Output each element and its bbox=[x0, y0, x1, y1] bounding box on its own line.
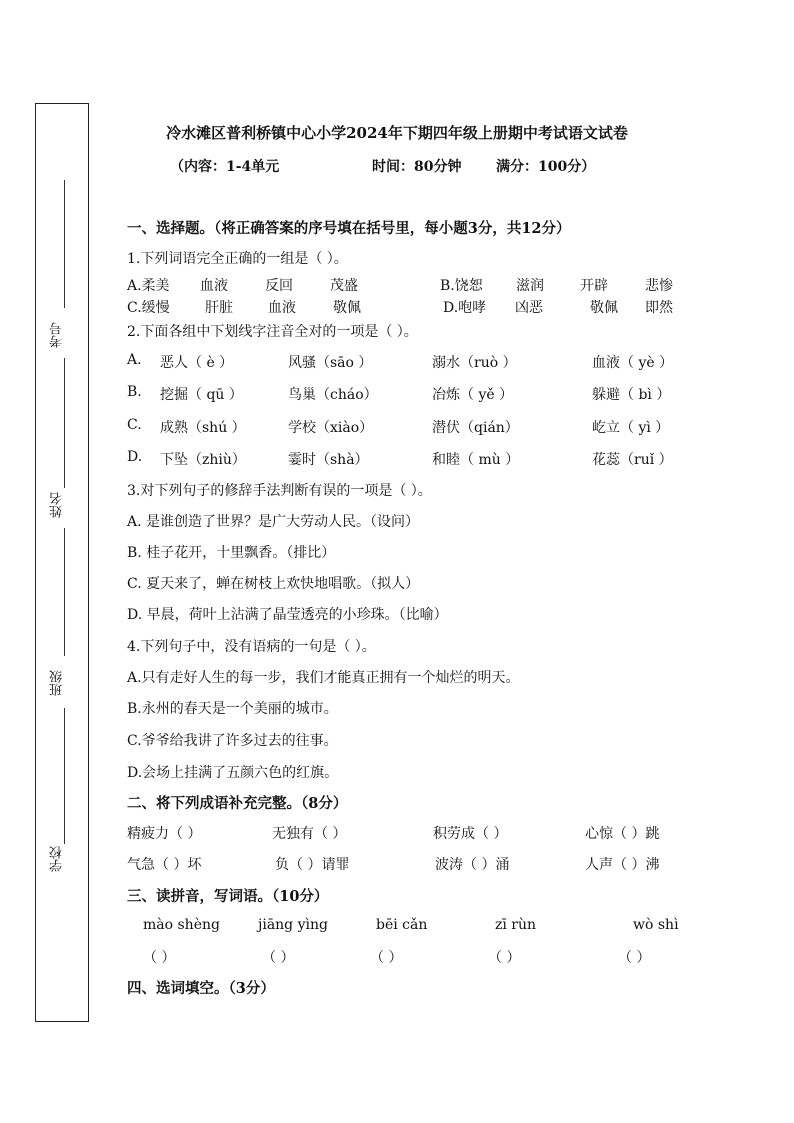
idiom-item: 精疲力（ ） bbox=[127, 826, 202, 842]
q1-option-c: C.缓慢 bbox=[127, 300, 170, 316]
q2-stem: 2.下面各组中下划线字注音全对的一项是（ ）。 bbox=[127, 324, 418, 340]
answer-blank[interactable]: （ ） bbox=[262, 950, 295, 966]
q4-option-a: A.只有走好人生的每一步，我们才能真正拥有一个灿烂的明天。 bbox=[127, 670, 520, 686]
answer-blank[interactable]: （ ） bbox=[370, 950, 403, 966]
header-score: 满分：100分） bbox=[496, 159, 596, 175]
q2-item: 霎时（shà） bbox=[288, 452, 369, 468]
q3-option-d: D. 早晨，荷叶上沾满了晶莹透亮的小珍珠。（比喻） bbox=[127, 607, 448, 623]
q2-item: 溺水（ruò ） bbox=[432, 355, 517, 371]
section4-heading: 四、选词填空。（3分） bbox=[127, 980, 275, 997]
section3-heading: 三、读拼音，写词语。（10分） bbox=[127, 888, 329, 905]
q2-item: 和睦（ mù ） bbox=[432, 452, 520, 468]
q2-item: 潜伏（qián） bbox=[432, 420, 519, 436]
q1-option-a: A.柔美 bbox=[127, 278, 170, 294]
idiom-item: 积劳成（ ） bbox=[433, 826, 508, 842]
q2-option-label: D. bbox=[127, 449, 143, 465]
q3-option-c: C. 夏天来了，蝉在树枝上欢快地唱歌。（拟人） bbox=[127, 576, 420, 592]
q4-option-c: C.爷爷给我讲了许多过去的往事。 bbox=[127, 733, 338, 749]
q4-option-b: B.永州的春天是一个美丽的城市。 bbox=[127, 701, 338, 717]
xingming-label: 姓名 bbox=[50, 492, 65, 518]
q2-item: 冶炼（ yě ） bbox=[432, 387, 514, 403]
q2-item: 屹立（ yì ） bbox=[592, 420, 670, 436]
q2-item: 花蕊（ruǐ ） bbox=[592, 452, 673, 468]
q1-b-word: 悲惨 bbox=[645, 278, 673, 294]
q1-d-word: 敬佩 bbox=[590, 300, 618, 316]
q1-a-word: 茂盛 bbox=[330, 278, 358, 294]
q4-stem: 4.下列句子中，没有语病的一句是（ ）。 bbox=[127, 639, 376, 655]
q1-option-d: D.咆哮 bbox=[443, 300, 487, 316]
q2-option-label: B. bbox=[127, 384, 142, 400]
xuexiao-line bbox=[64, 708, 65, 844]
banji-label: 班级 bbox=[50, 670, 65, 696]
answer-blank[interactable]: （ ） bbox=[618, 950, 651, 966]
q3-option-b: B. 桂子花开，十里飘香。（排比） bbox=[127, 545, 336, 561]
pinyin-prompt: mào shèng bbox=[143, 917, 220, 933]
binding-margin bbox=[35, 103, 89, 1022]
xuexiao-label: 学校 bbox=[50, 846, 65, 872]
section2-heading: 二、将下列成语补充完整。（8分） bbox=[127, 795, 348, 812]
q1-b-word: 开辟 bbox=[580, 278, 608, 294]
q2-item: 鸟巢（cháo） bbox=[288, 387, 378, 403]
idiom-item: 人声（ ）沸 bbox=[585, 857, 660, 873]
q3-stem: 3.对下列句子的修辞手法判断有误的一项是（ ）。 bbox=[127, 483, 432, 499]
header-content: （内容：1-4单元 bbox=[170, 159, 280, 175]
q2-option-label: A. bbox=[127, 352, 142, 368]
q1-d-word: 即然 bbox=[645, 300, 673, 316]
idiom-item: 无独有（ ） bbox=[272, 826, 347, 842]
q1-d-word: 凶恶 bbox=[515, 300, 543, 316]
q1-c-word: 血液 bbox=[268, 300, 296, 316]
q2-item: 成熟（shú ） bbox=[160, 420, 246, 436]
q2-item: 恶人（ è ） bbox=[160, 355, 234, 371]
q2-item: 血液（ yè ） bbox=[592, 355, 674, 371]
pinyin-prompt: jiāng yìng bbox=[258, 917, 328, 933]
pinyin-prompt: bēi cǎn bbox=[376, 917, 428, 933]
answer-blank[interactable]: （ ） bbox=[488, 950, 521, 966]
q1-a-word: 反回 bbox=[265, 278, 293, 294]
q1-c-word: 肝脏 bbox=[205, 300, 233, 316]
answer-blank[interactable]: （ ） bbox=[143, 950, 176, 966]
q1-a-word: 血液 bbox=[200, 278, 228, 294]
pinyin-prompt: wò shì bbox=[633, 917, 679, 933]
kaohao-line bbox=[64, 180, 65, 308]
kaohao-label: 考号 bbox=[50, 322, 65, 348]
idiom-item: 心惊（ ）跳 bbox=[585, 826, 660, 842]
q2-item: 学校（xiào） bbox=[288, 420, 374, 436]
q1-stem: 1.下列词语完全正确的一组是（ ）。 bbox=[127, 251, 348, 267]
q2-item: 下坠（zhiù） bbox=[160, 452, 246, 468]
q4-option-d: D.会场上挂满了五颜六色的红旗。 bbox=[127, 765, 339, 781]
section1-heading: 一、选择题。（将正确答案的序号填在括号里，每小题3分，共12分） bbox=[127, 220, 571, 237]
idiom-item: 波涛（ ）涌 bbox=[435, 857, 510, 873]
q2-item: 风骚（sāo ） bbox=[288, 355, 373, 371]
header-time: 时间：80分钟 bbox=[372, 159, 462, 175]
q3-option-a: A. 是谁创造了世界？是广大劳动人民。（设问） bbox=[127, 514, 420, 530]
pinyin-prompt: zī rùn bbox=[495, 917, 537, 933]
q2-item: 挖掘（ qū ） bbox=[160, 387, 243, 403]
q1-option-b: B.饶恕 bbox=[440, 278, 483, 294]
page-title: 冷水滩区普利桥镇中心小学2024年下期四年级上册期中考试语文试卷 bbox=[166, 124, 628, 142]
q2-option-label: C. bbox=[127, 417, 142, 433]
q1-c-word: 敬佩 bbox=[333, 300, 361, 316]
q2-item: 躲避（ bì ） bbox=[592, 387, 671, 403]
idiom-item: 气急（ ）坏 bbox=[127, 857, 202, 873]
idiom-item: 负（ ）请罪 bbox=[275, 857, 350, 873]
banji-line bbox=[64, 528, 65, 656]
q1-b-word: 滋润 bbox=[516, 278, 544, 294]
xingming-line bbox=[64, 358, 65, 488]
